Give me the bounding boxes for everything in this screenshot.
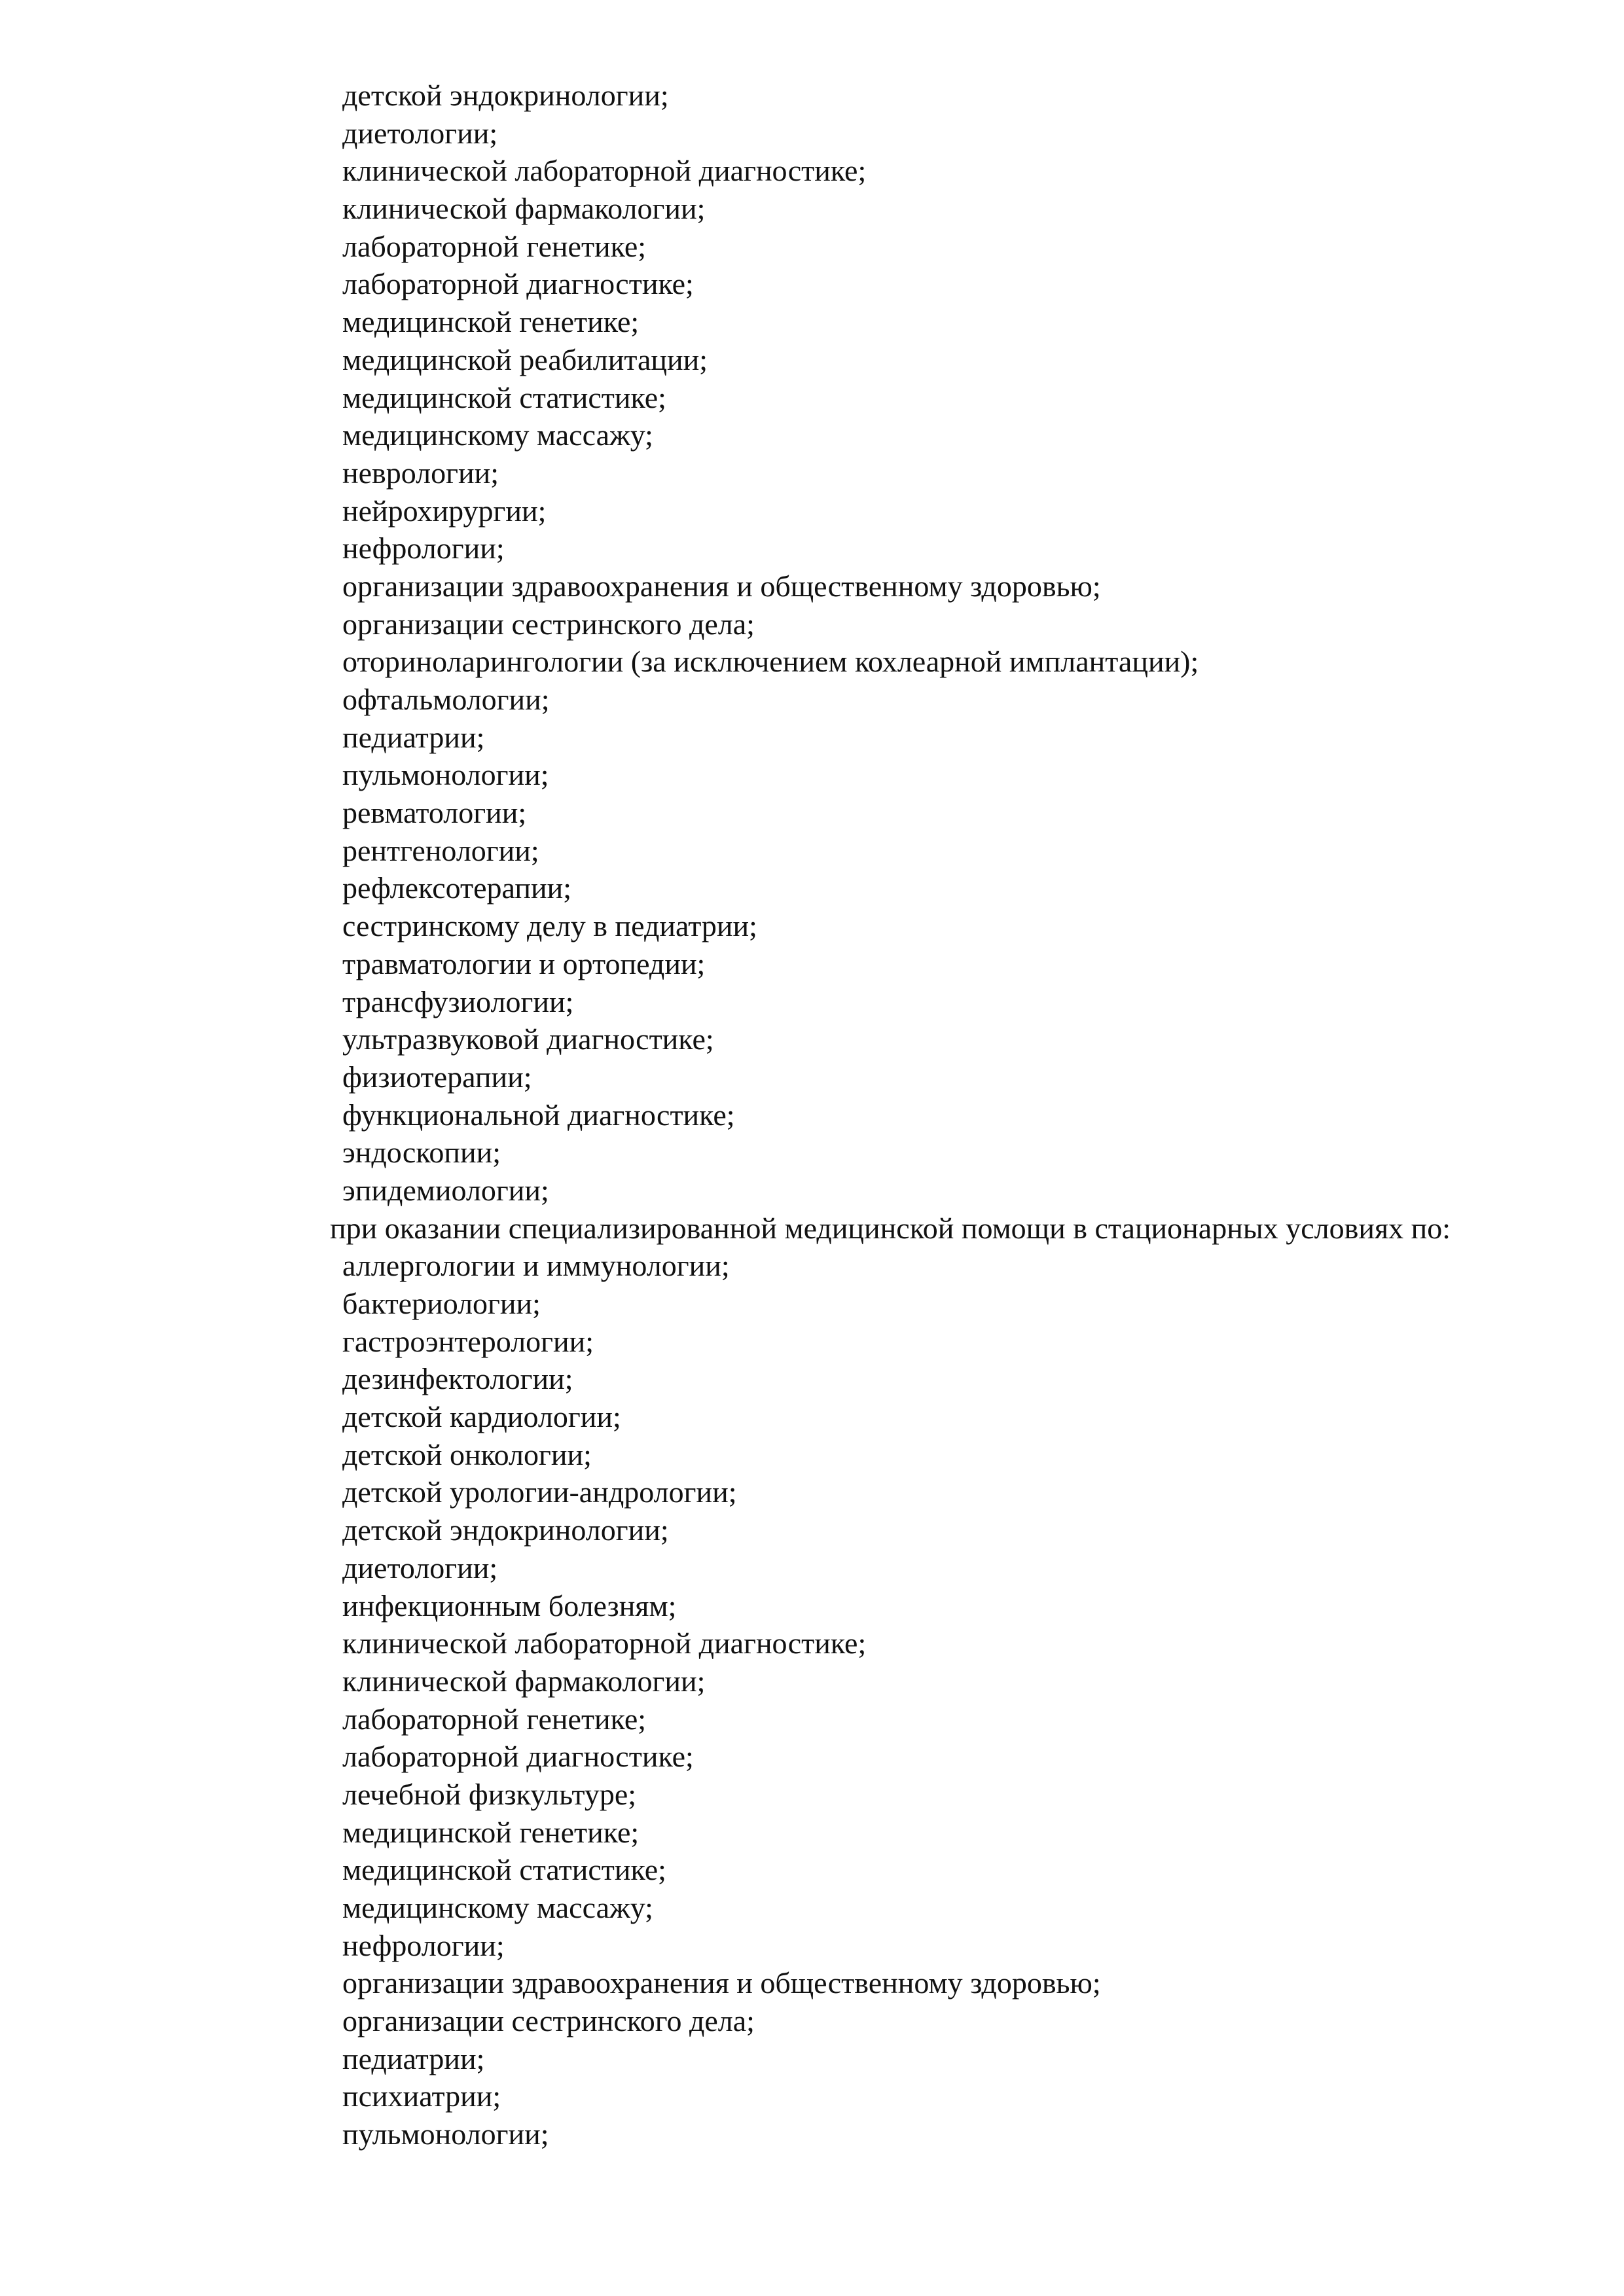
list-item: медицинской статистике;: [342, 380, 666, 414]
list-item: диетологии;: [342, 1551, 498, 1585]
list-item: пульмонологии;: [342, 758, 549, 792]
list-item: детской урологии-андрологии;: [342, 1475, 737, 1509]
list-item: ультразвуковой диагностике;: [342, 1022, 714, 1056]
list-item: педиатрии;: [342, 2041, 485, 2075]
list-item: медицинской генетике;: [342, 1815, 640, 1849]
list-item: организации сестринского дела;: [342, 607, 755, 641]
list-item: детской эндокринологии;: [342, 79, 669, 112]
list-item: психиатрии;: [342, 2079, 501, 2113]
list-item: нейрохирургии;: [342, 493, 547, 528]
list-item: медицинскому массажу;: [342, 1891, 653, 1925]
list-item: гастроэнтерологии;: [342, 1324, 594, 1358]
list-item: лабораторной диагностике;: [342, 267, 694, 301]
list-item: функциональной диагностике;: [342, 1098, 735, 1132]
list-item: эпидемиологии;: [342, 1173, 549, 1207]
list-item: детской кардиологии;: [342, 1400, 621, 1434]
list-item: диетологии;: [342, 116, 498, 150]
list-item: медицинской статистике;: [342, 1853, 666, 1887]
document-body: [293, 77, 1558, 2153]
list-item: нефрологии;: [342, 1928, 505, 1962]
list-item: сестринскому делу в педиатрии;: [342, 909, 757, 943]
list-item: оториноларингологии (за исключением кохлеарной имплантации);: [342, 645, 1199, 679]
list-item: лабораторной диагностике;: [342, 1740, 694, 1774]
list-item: инфекционным болезням;: [342, 1588, 677, 1623]
list-item: травматологии и ортопедии;: [342, 946, 706, 980]
list-item: медицинскому массажу;: [342, 418, 653, 452]
list-item: детской эндокринологии;: [342, 1513, 669, 1547]
list-item: ревматологии;: [342, 796, 527, 830]
list-item: рефлексотерапии;: [342, 871, 571, 905]
list-item: клинической фармакологии;: [342, 1664, 706, 1698]
list-item: организации здравоохранения и общественному здоровью;: [342, 1966, 1101, 2000]
list-item: рентгенологии;: [342, 833, 539, 867]
specialty-list-continued: [293, 77, 1558, 1210]
list-item: организации сестринского дела;: [342, 2004, 755, 2038]
list-item: физиотерапии;: [342, 1060, 532, 1094]
list-item: детской онкологии;: [342, 1437, 592, 1471]
list-item: организации здравоохранения и общественному здоровью;: [342, 569, 1101, 603]
list-item: дезинфектологии;: [342, 1362, 573, 1396]
list-item: офтальмологии;: [342, 683, 550, 716]
list-item: нефрологии;: [342, 531, 505, 565]
list-item: трансфузиологии;: [342, 984, 574, 1018]
list-item: аллергологии и иммунологии;: [342, 1249, 730, 1283]
list-item: медицинской реабилитации;: [342, 342, 708, 376]
specialty-list-inpatient: [293, 1247, 1558, 2153]
intro-paragraph: при оказании специализированной медицинской помощи в стационарных условиях по:: [330, 1211, 1451, 1245]
list-item: педиатрии;: [342, 720, 485, 754]
list-item: клинической фармакологии;: [342, 192, 706, 226]
list-item: клинической лабораторной диагностике;: [342, 154, 867, 188]
list-item: лечебной физкультуре;: [342, 1777, 637, 1811]
list-item: клинической лабораторной диагностике;: [342, 1626, 867, 1660]
list-item: пульмонологии;: [342, 2117, 549, 2151]
list-item: лабораторной генетике;: [342, 1702, 647, 1736]
list-item: медицинской генетике;: [342, 305, 640, 339]
list-item: неврологии;: [342, 456, 499, 490]
list-item: бактериологии;: [342, 1287, 541, 1321]
list-item: эндоскопии;: [342, 1136, 501, 1170]
list-item: лабораторной генетике;: [342, 229, 647, 263]
